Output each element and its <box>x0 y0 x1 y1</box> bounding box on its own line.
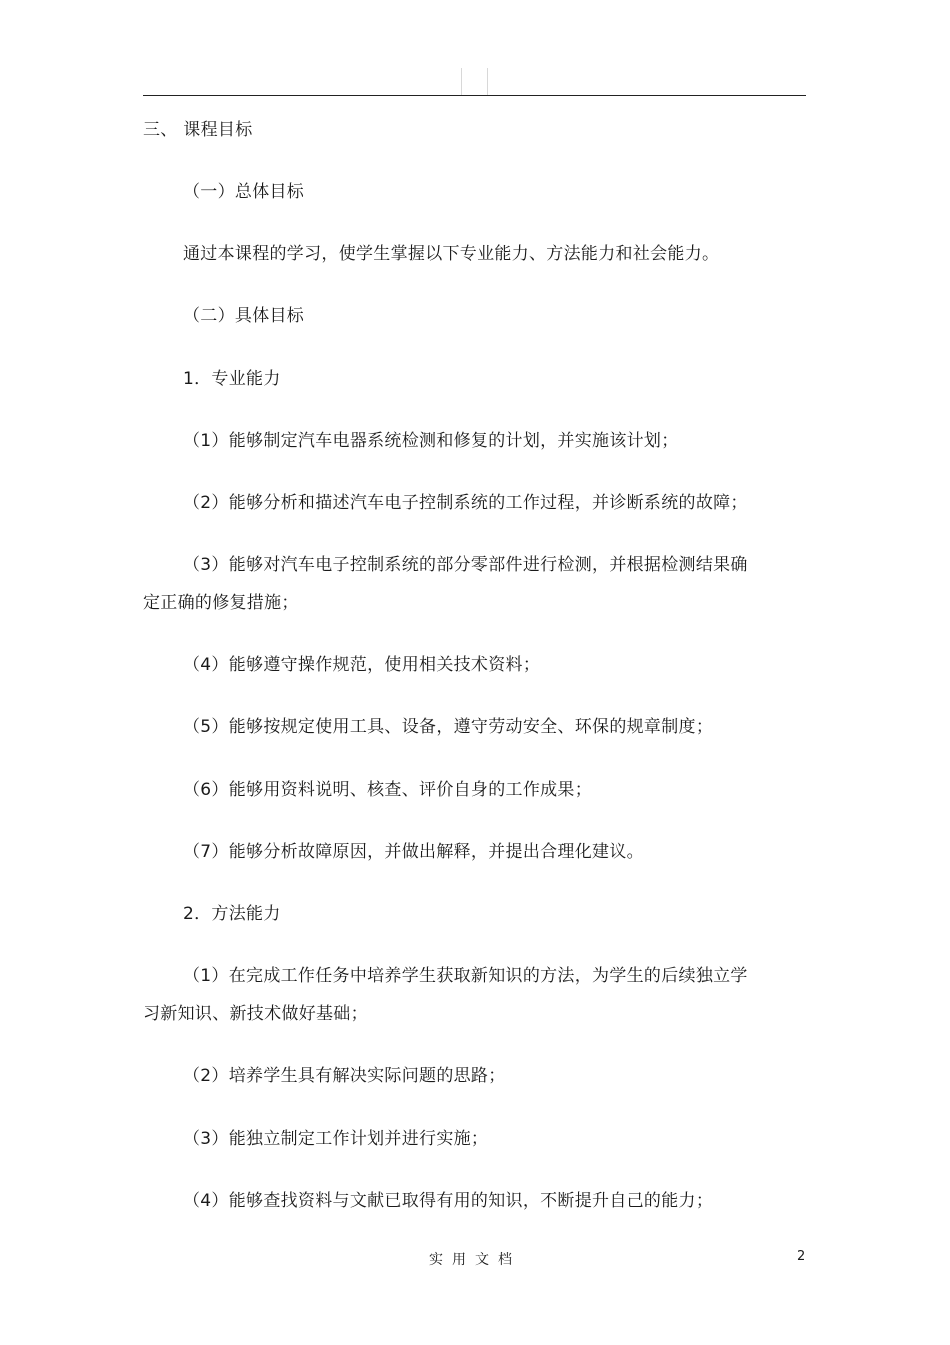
footer-label: 实用文档 <box>429 1252 521 1268</box>
method-item-4: （4）能够查找资料与文献已取得有用的知识，不断提升自己的能力； <box>183 1191 714 1211</box>
professional-item-3: （3）能够对汽车电子控制系统的部分零部件进行检测，并根据检测结果确 <box>183 555 748 575</box>
header-mark-right <box>487 68 488 95</box>
professional-item-1: （1）能够制定汽车电器系统检测和修复的计划，并实施该计划； <box>183 431 679 451</box>
method-item-2: （2）培养学生具有解决实际问题的思路； <box>183 1066 506 1086</box>
overall-goal-title: （一）总体目标 <box>183 182 305 202</box>
method-item-3: （3）能独立制定工作计划并进行实施； <box>183 1129 489 1149</box>
method-item-1-continued: 习新知识、新技术做好基础； <box>143 1004 368 1024</box>
overall-goal-text: 通过本课程的学习，使学生掌握以下专业能力、方法能力和社会能力。 <box>183 244 720 264</box>
section-heading: 三、 课程目标 <box>143 120 253 140</box>
professional-item-4: （4）能够遵守操作规范，使用相关技术资料； <box>183 655 541 675</box>
professional-item-5: （5）能够按规定使用工具、设备，遵守劳动安全、环保的规章制度； <box>183 717 714 737</box>
professional-item-2: （2）能够分析和描述汽车电子控制系统的工作过程，并诊断系统的故障； <box>183 493 748 513</box>
professional-item-6: （6）能够用资料说明、核查、评价自身的工作成果； <box>183 780 593 800</box>
specific-goal-title: （二）具体目标 <box>183 306 305 326</box>
page-number: 2 <box>797 1249 806 1264</box>
header-mark-left <box>461 68 462 95</box>
professional-ability-title: 1．专业能力 <box>183 369 281 389</box>
method-ability-title: 2．方法能力 <box>183 904 281 924</box>
professional-item-7: （7）能够分析故障原因，并做出解释，并提出合理化建议。 <box>183 842 644 862</box>
professional-item-3-continued: 定正确的修复措施； <box>143 593 299 613</box>
method-item-1: （1）在完成工作任务中培养学生获取新知识的方法，为学生的后续独立学 <box>183 966 748 986</box>
header-rule <box>143 95 806 96</box>
